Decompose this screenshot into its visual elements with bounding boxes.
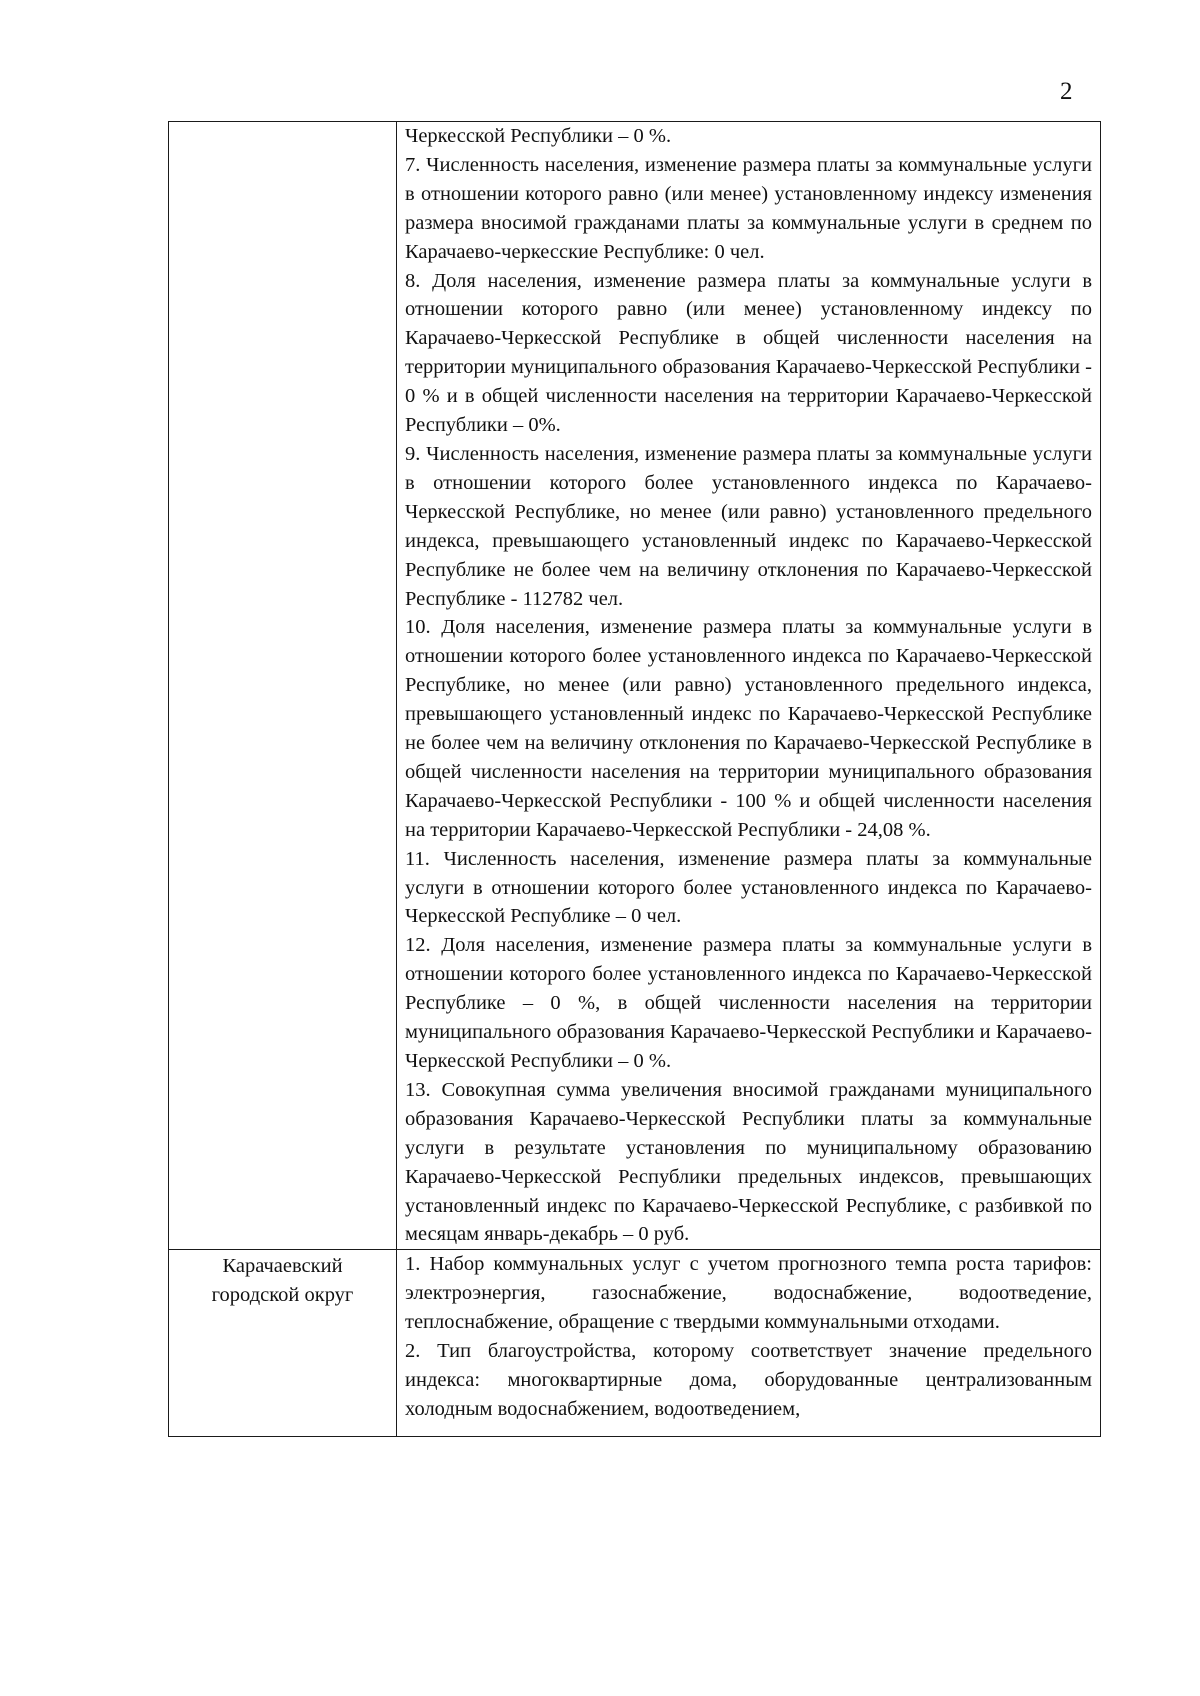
indicator-paragraph: 9. Численность населения, изменение размера платы за коммунальные услуги в отношении которого более установленного индекса по Карачаево-Черкесской Республике, но менее (или равно) установленного предельного индекса, превышающего установленный индекс по Карачаево-Черкесской Республике не более чем на величину отклонения по Карачаево-Черкесской Республике - 112782 чел. [405,442,1092,610]
indicator-paragraph: 12. Доля населения, изменение размера платы за коммунальные услуги в отношении которого более установленного индекса по Карачаево-Черкесской Республике – 0 %, в общей численности населения на территории муниципального образования Карачаево-Черкесской Республики и Карачаево-Черкесской Республики – 0 %. [405,934,1092,1072]
indicator-paragraph: 8. Доля населения, изменение размера платы за коммунальные услуги в отношении которого равно (или менее) установленному индексу по Карачаево-Черкесской Республике в общей численности населения на территории муниципального образования Карачаево-Черкесской Республики - 0 % и в общей численности населения на территории Карачаево-Черкесской Республики – 0%. [405,269,1092,437]
table-row [169,1250,1101,1437]
indicator-paragraph: 10. Доля населения, изменение размера платы за коммунальные услуги в отношении которого более установленного индекса по Карачаево-Черкесской Республике, но менее (или равно) установленного предельного индекса, превышающего установленный индекс по Карачаево-Черкесской Республике не более чем на величину отклонения по Карачаево-Черкесской Республике в общей численности населения на территории муниципального образования Карачаево-Черкесской Республики - 100 % и общей численности населения на территории Карачаево-Черкесской Республики - 24,08 %. [405,616,1092,841]
municipality-cell: Карачаевский городской округ [169,1250,397,1437]
indicators-cell [397,122,1101,1250]
indicator-paragraph: 7. Численность населения, изменение размера платы за коммунальные услуги в отношении которого равно (или менее) установленному индексу изменения размера вносимой гражданами платы за коммунальные услуги в среднем по Карачаево-черкесские Республике: 0 чел. [405,153,1092,263]
indicator-paragraph: 2. Тип благоустройства, которому соответствует значение предельного индекса: многоквартирные дома, оборудованные централизованным холодным водоснабжением, водоотведением, [405,1340,1092,1420]
indicator-paragraph: 11. Численность населения, изменение размера платы за коммунальные услуги в отношении которого более установленного индекса по Карачаево-Черкесской Республике – 0 чел. [405,847,1092,928]
indicator-paragraph: 13. Совокупная сумма увеличения вносимой гражданами муниципального образования Карачаево-Черкесской Республики платы за коммунальные услуги в результате установления по муниципальному образованию Карачаево-Черкесской Республики предельных индексов, превышающих установленный индекс по Карачаево-Черкесской Республике, с разбивкой по месяцам январь-декабрь – 0 руб. [405,1078,1092,1246]
indicator-paragraph: 1. Набор коммунальных услуг с учетом прогнозного темпа роста тарифов: электроэнергия, газоснабжение, водоснабжение, водоотведение, теплоснабжение, обращение с твердыми коммунальными отходами. [405,1253,1092,1334]
indicator-paragraph: Черкесской Республики – 0 %. [405,125,672,147]
indices-table [168,121,1101,1437]
page-number: 2 [1060,78,1073,105]
indicators-cell [397,1250,1101,1437]
municipality-cell [169,122,397,1250]
table-row [169,122,1101,1250]
